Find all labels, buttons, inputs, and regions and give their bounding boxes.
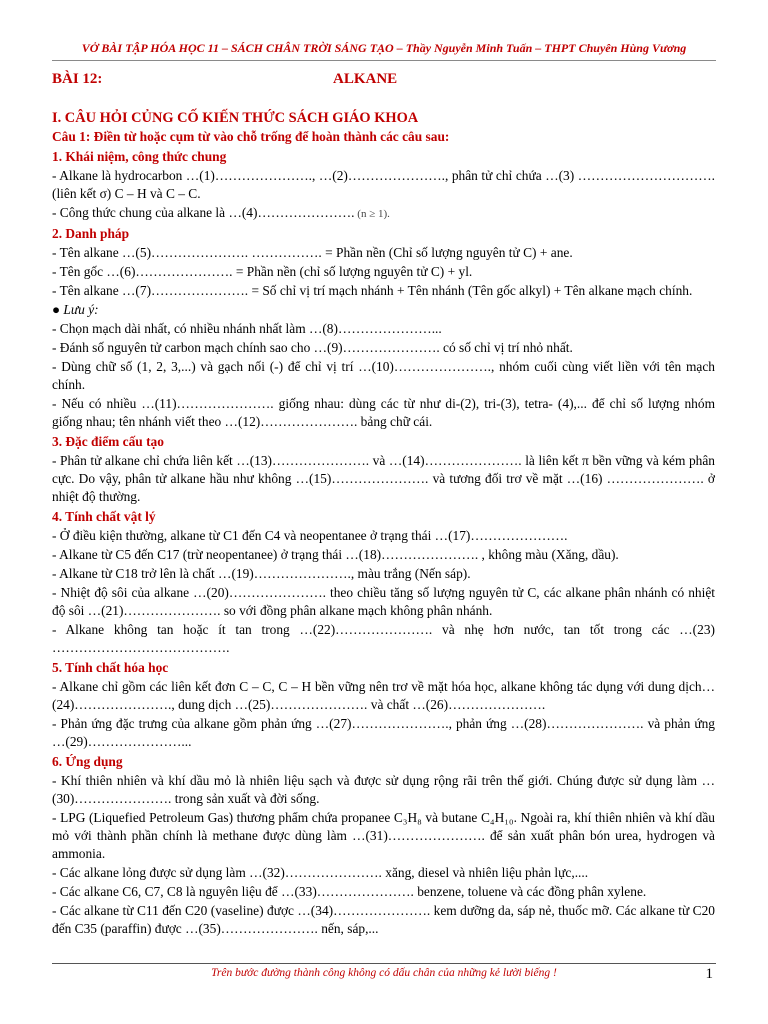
fill-in-line bbox=[52, 358, 715, 394]
line-text: - Alkane là hydrocarbon …(1)…………………., …(2)…………………., phân tử chỉ chứa …(3) …………………………. (liên kết σ) C – H và C – C. bbox=[52, 168, 715, 201]
line-text: - Phản ứng đặc trưng của alkane gồm phản ứng …(27)…………………., phản ứng …(28)…………………. và phản ứng …(29)…………………... bbox=[52, 716, 715, 749]
line-text: - Tên gốc …(6)…………………. = Phần nền (chỉ số lượng nguyên tử C) + yl. bbox=[52, 264, 473, 279]
fill-in-line bbox=[52, 715, 715, 751]
fill-in-line bbox=[52, 167, 715, 203]
line-text: - Nếu có nhiều …(11)…………………. giống nhau: dùng các từ như di-(2), tri-(3), tetra- (4),... để chỉ số lượng nhóm giống nhau; tên nhánh viết theo …(12)…………………. bảng chữ cái. bbox=[52, 396, 715, 429]
fill-in-line bbox=[52, 902, 715, 938]
page-number: 1 bbox=[705, 966, 713, 982]
line-text: - Khí thiên nhiên và khí dầu mỏ là nhiên liệu sạch và được sử dụng rộng rãi trên thế giới. Chúng được sử dụng làm …(30)…………………. trong sản xuất và đời sống. bbox=[52, 773, 715, 806]
fill-in-line bbox=[52, 204, 715, 223]
fill-in-line bbox=[52, 527, 715, 545]
fill-in-line bbox=[52, 678, 715, 714]
note-label bbox=[52, 301, 715, 319]
fill-in-line bbox=[52, 395, 715, 431]
fill-in-line bbox=[52, 263, 715, 281]
line-text: - Các alkane C6, C7, C8 là nguyên liệu để …(33)…………………. benzene, toluene và các đồng phân xylene. bbox=[52, 884, 647, 899]
part-title: I. CÂU HỎI CỦNG CỐ KIẾN THỨC SÁCH GIÁO KHOA bbox=[52, 110, 419, 126]
fill-in-line bbox=[52, 244, 715, 262]
sections bbox=[52, 148, 715, 938]
line-text: - Nhiệt độ sôi của alkane …(20)…………………. theo chiều tăng số lượng nguyên tử C, các alkane phân nhánh có nhiệt độ sôi …(21)…………………. so với đồng phân alkane mạch không phân nhánh. bbox=[52, 585, 715, 618]
document-body bbox=[52, 109, 715, 939]
page-header: VỞ BÀI TẬP HÓA HỌC 11 – SÁCH CHÂN TRỜI SÁNG TẠO – Thầy Nguyễn Minh Tuấn – THPT Chuyên Hùng Vương bbox=[81, 41, 687, 55]
section-title: 5. Tính chất hóa học bbox=[52, 660, 169, 675]
lesson-title: ALKANE bbox=[333, 71, 398, 87]
section-title: 4. Tính chất vật lý bbox=[52, 509, 156, 524]
fill-in-line bbox=[52, 584, 715, 620]
question-1: Câu 1: Điền từ hoặc cụm từ vào chỗ trống để hoàn thành các câu sau: bbox=[52, 129, 450, 144]
line-text: - Tên alkane …(5)…………………. ……………. = Phần nền (Chỉ số lượng nguyên tử C) + ane. bbox=[52, 245, 573, 260]
footer-divider bbox=[52, 963, 716, 964]
fill-in-line bbox=[52, 864, 715, 882]
fill-in-line bbox=[52, 452, 715, 506]
fill-in-line bbox=[52, 282, 715, 300]
line-text: - Đánh số nguyên tử carbon mạch chính sao cho …(9)…………………. có số chỉ vị trí nhỏ nhất. bbox=[52, 340, 573, 355]
fill-in-line bbox=[52, 320, 715, 338]
section-title: 3. Đặc điểm cấu tạo bbox=[52, 434, 164, 449]
fill-in-line bbox=[52, 565, 715, 583]
line-text: - Alkane không tan hoặc ít tan trong …(22)…………………. và nhẹ hơn nước, tan tốt trong các …(23) …………………………………. bbox=[52, 622, 715, 655]
section-title: 2. Danh pháp bbox=[52, 226, 130, 241]
line-text: - Alkane từ C5 đến C17 (trừ neopentanee) ở trạng thái …(18)…………………. , không màu (Xăng, dầu). bbox=[52, 547, 619, 562]
line-text: - Dùng chữ số (1, 2, 3,...) và gạch nối (-) để chỉ vị trí …(10)…………………., nhóm cuối cùng viết liền với tên mạch chính. bbox=[52, 359, 715, 392]
line-text: - Công thức chung của alkane là …(4)…………………. bbox=[52, 205, 355, 220]
fill-in-line bbox=[52, 339, 715, 357]
fill-in-line bbox=[52, 809, 715, 863]
line-text: - Ở điều kiện thường, alkane từ C1 đến C4 và neopentanee ở trạng thái …(17)…………………. bbox=[52, 528, 568, 543]
section-title: 1. Khái niệm, công thức chung bbox=[52, 149, 227, 164]
condition-note: (n ≥ 1). bbox=[354, 208, 390, 220]
line-text: - Chọn mạch dài nhất, có nhiều nhánh nhất làm …(8)…………………... bbox=[52, 321, 442, 336]
fill-in-line bbox=[52, 772, 715, 808]
line-text: - Các alkane lỏng được sử dụng làm …(32)…………………. xăng, diesel và nhiên liệu phản lực,.... bbox=[52, 865, 589, 880]
line-text: - Alkane chỉ gồm các liên kết đơn C – C, C – H bền vững nên trơ về mặt hóa học, alkane không tác dụng với dung dịch…(24)…………………., dung dịch …(25)…………………. và chất …(26)…………………. bbox=[52, 679, 715, 712]
header-divider bbox=[52, 60, 716, 61]
section-title: 6. Ứng dụng bbox=[52, 754, 123, 769]
line-text: - LPG (Liquefied Petroleum Gas) thương phẩm chứa propanee C₃H₈ và butane C₄H₁₀. Ngoài ra, khí thiên nhiên và khí dầu mỏ với thành phần chính là methane được dùng làm …(31)…………………. để sản xuất phân bón urea, hydrogen và ammonia. bbox=[52, 810, 715, 861]
line-text: ● Lưu ý: bbox=[52, 302, 99, 317]
fill-in-line bbox=[52, 883, 715, 901]
line-text: - Các alkane từ C11 đến C20 (vaseline) được …(34)…………………. kem dưỡng da, sáp nẻ, thuốc mỡ. Các alkane từ C20 đến C35 (paraffin) được …(35)…………………. nến, sáp,... bbox=[52, 903, 715, 936]
footer-quote: Trên bước đường thành công không có dấu chân của những kẻ lười biếng ! bbox=[211, 967, 557, 979]
line-text: - Phân tử alkane chỉ chứa liên kết …(13)…………………. và …(14)…………………. là liên kết π bền vững và kém phân cực. Do vậy, phân tử alkane hầu như không …(15)…………………. và tương đối trơ về mặt …(16) …………………. ở nhiệt độ thường. bbox=[52, 453, 715, 504]
line-text: - Tên alkane …(7)…………………. = Số chỉ vị trí mạch nhánh + Tên nhánh (Tên gốc alkyl) + Tên alkane mạch chính. bbox=[52, 283, 693, 298]
line-text: - Alkane từ C18 trở lên là chất …(19)…………………., màu trắng (Nến sáp). bbox=[52, 566, 471, 581]
fill-in-line bbox=[52, 621, 715, 657]
fill-in-line bbox=[52, 546, 715, 564]
lesson-number: BÀI 12: bbox=[52, 71, 103, 87]
